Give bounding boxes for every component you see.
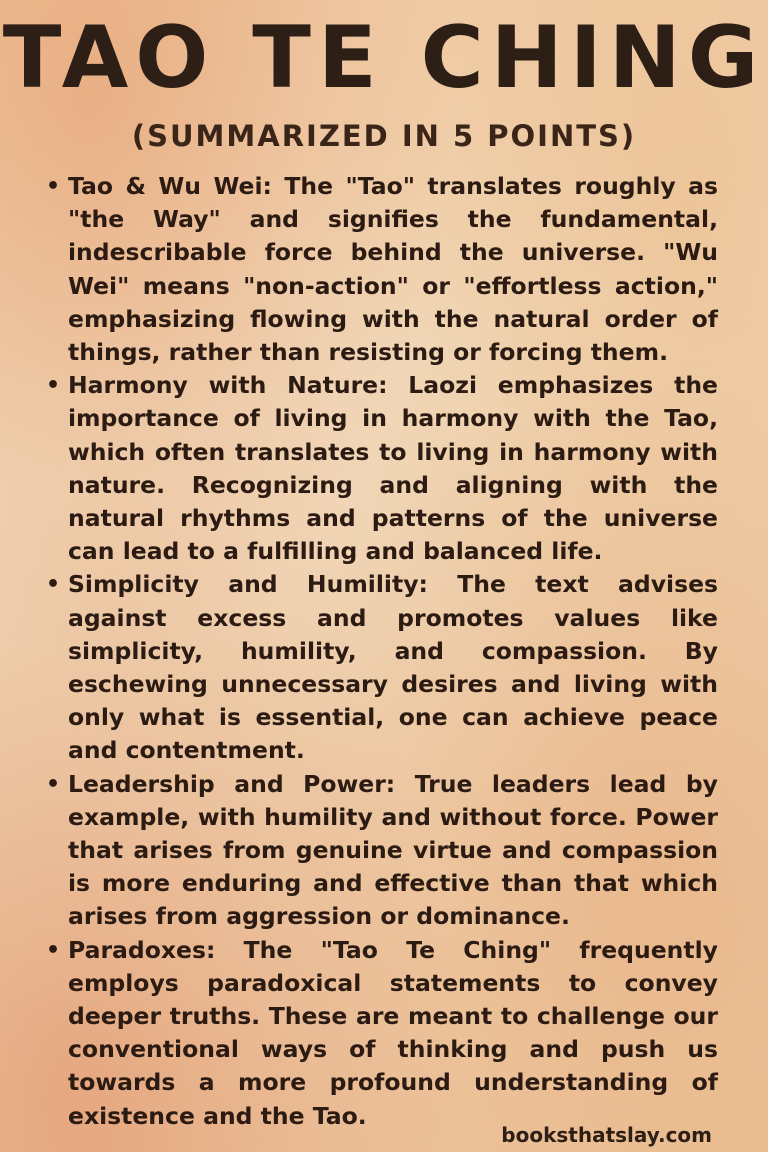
summary-points-list (40, 170, 718, 1133)
summary-point (40, 934, 718, 1133)
bullet-icon: • (46, 572, 61, 598)
summary-point-text: Paradoxes: The "Tao Te Ching" frequently employs paradoxical statements to convey deeper truths. These are meant to challenge our conventional ways of thinking and push us towards a more profound understanding of existence and the Tao. (68, 935, 718, 1130)
summary-point-text: Simplicity and Humility: The text advises against excess and promotes values like simplicity, humility, and compassion. By eschewing unnecessary desires and living with only what is essential, one can achieve peace and contentment. (68, 570, 718, 765)
bullet-icon: • (46, 771, 61, 797)
summary-point-text: Harmony with Nature: Laozi emphasizes the importance of living in harmony with the Tao, which often translates to living in harmony with nature. Recognizing and aligning with the natural rhythms and patterns of the universe can lead to a fulfilling and balanced life. (68, 371, 718, 566)
bullet-icon: • (46, 174, 61, 199)
summary-point-text: Tao & Wu Wei: The "Tao" translates roughly as "the Way" and signifies the fundamental, indescribable force behind the universe. "Wu Wei" means "non-action" or "effortless action," emphasizing flowing with the natural order of things, rather than resisting or forcing them. (68, 172, 718, 367)
bullet-icon: • (46, 937, 61, 963)
summary-point (40, 568, 718, 767)
summary-point (40, 170, 718, 369)
summary-point-text: Leadership and Power: True leaders lead by example, with humility and without force. Power that arises from genuine virtue and compassion is more enduring and effective than that which arises from aggression or dominance. (68, 769, 718, 931)
bullet-icon: • (46, 373, 61, 399)
page-subtitle: (SUMMARIZED IN 5 POINTS) (131, 119, 637, 153)
summary-point (40, 369, 718, 568)
source-url: booksthatslay.com (501, 1123, 712, 1147)
summary-point (40, 768, 718, 934)
page-title: TAO TE CHING (2, 8, 766, 108)
